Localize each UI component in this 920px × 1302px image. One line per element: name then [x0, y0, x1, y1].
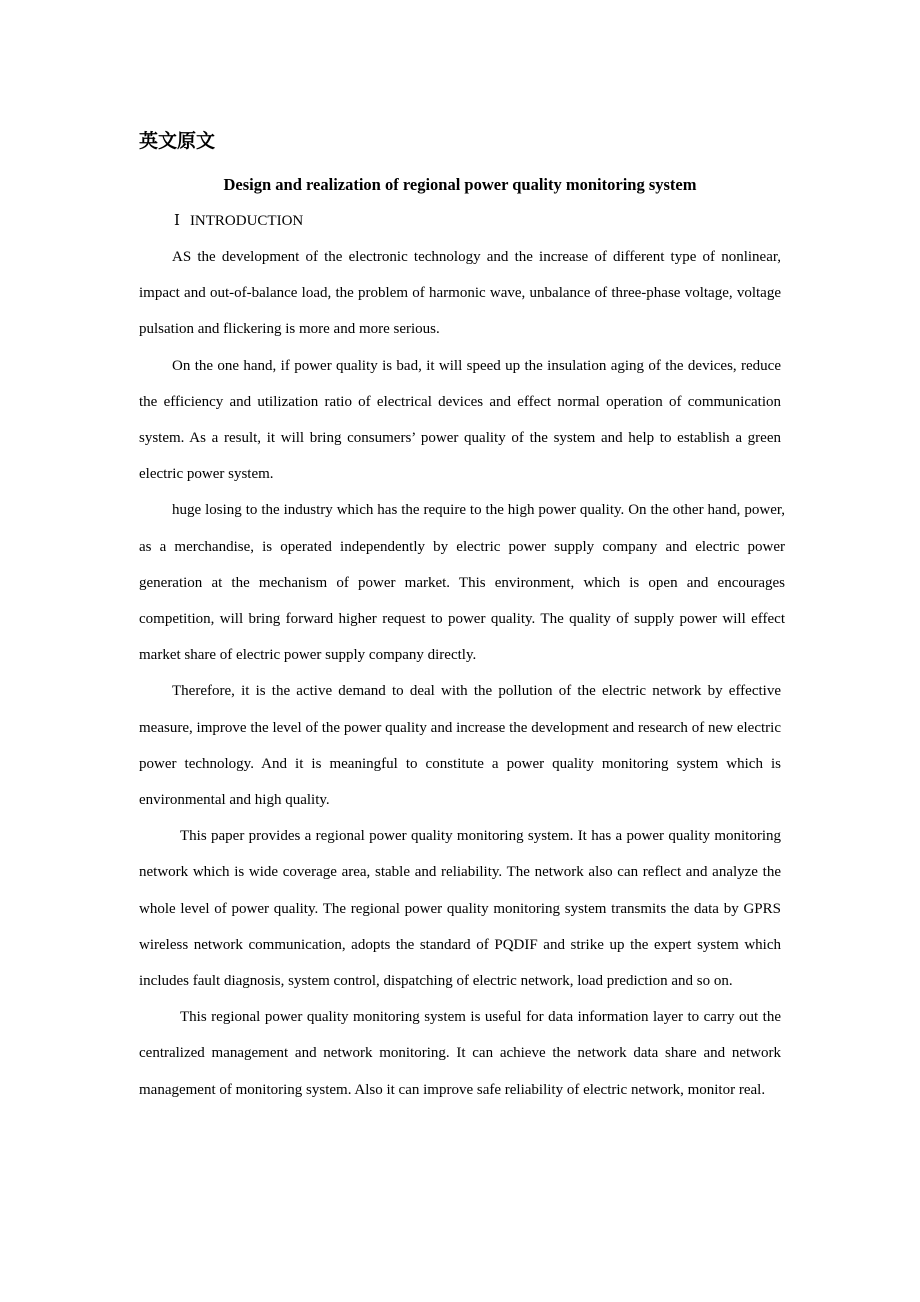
- section-heading: [174, 210, 303, 232]
- paragraph: huge losing to the industry which has the require to the high power quality. On the other hand, power, as a merchandise, is operated independently by electric power supply company and electric power generation at the mechanism of power market. This environment, which is open and encourages competition, will bring forward higher request to power quality. The quality of supply power will effect market share of electric power supply company directly.: [139, 502, 785, 664]
- body-text: [139, 239, 785, 1108]
- section-numeral: Ⅰ: [174, 213, 180, 229]
- paragraph: AS the development of the electronic technology and the increase of different type of nonlinear, impact and out-of-balance load, the problem of harmonic wave, unbalance of three-phase voltage, voltage pulsation and flickering is more and more serious.: [139, 249, 781, 338]
- paragraph: Therefore, it is the active demand to deal with the pollution of the electric network by effective measure, improve the level of the power quality and increase the development and research of new electric power technology. And it is meaningful to constitute a power quality monitoring system which is environmental and high quality.: [139, 683, 781, 809]
- chinese-heading: 英文原文: [139, 130, 216, 152]
- section-label: INTRODUCTION: [189, 213, 304, 229]
- paragraph: This regional power quality monitoring system is useful for data information layer to carry out the centralized management and network monitoring. It can achieve the network data share and network management of monitoring system. Also it can improve safe reliability of electric network, monitor real.: [139, 1009, 781, 1098]
- paper-title: Design and realization of regional power quality monitoring system: [223, 175, 697, 194]
- paragraph: This paper provides a regional power quality monitoring system. It has a power quality monitoring network which is wide coverage area, stable and reliability. The network also can reflect and analyze the whole level of power quality. The regional power quality monitoring system transmits the data by GPRS wireless network communication, adopts the standard of PQDIF and strike up the expert system which includes fault diagnosis, system control, dispatching of electric network, load prediction and so on.: [139, 828, 781, 990]
- paragraph: On the one hand, if power quality is bad, it will speed up the insulation aging of the devices, reduce the efficiency and utilization ratio of electrical devices and effect normal operation of communication system. As a result, it will bring consumers’ power quality of the system and help to establish a green electric power system.: [139, 357, 781, 483]
